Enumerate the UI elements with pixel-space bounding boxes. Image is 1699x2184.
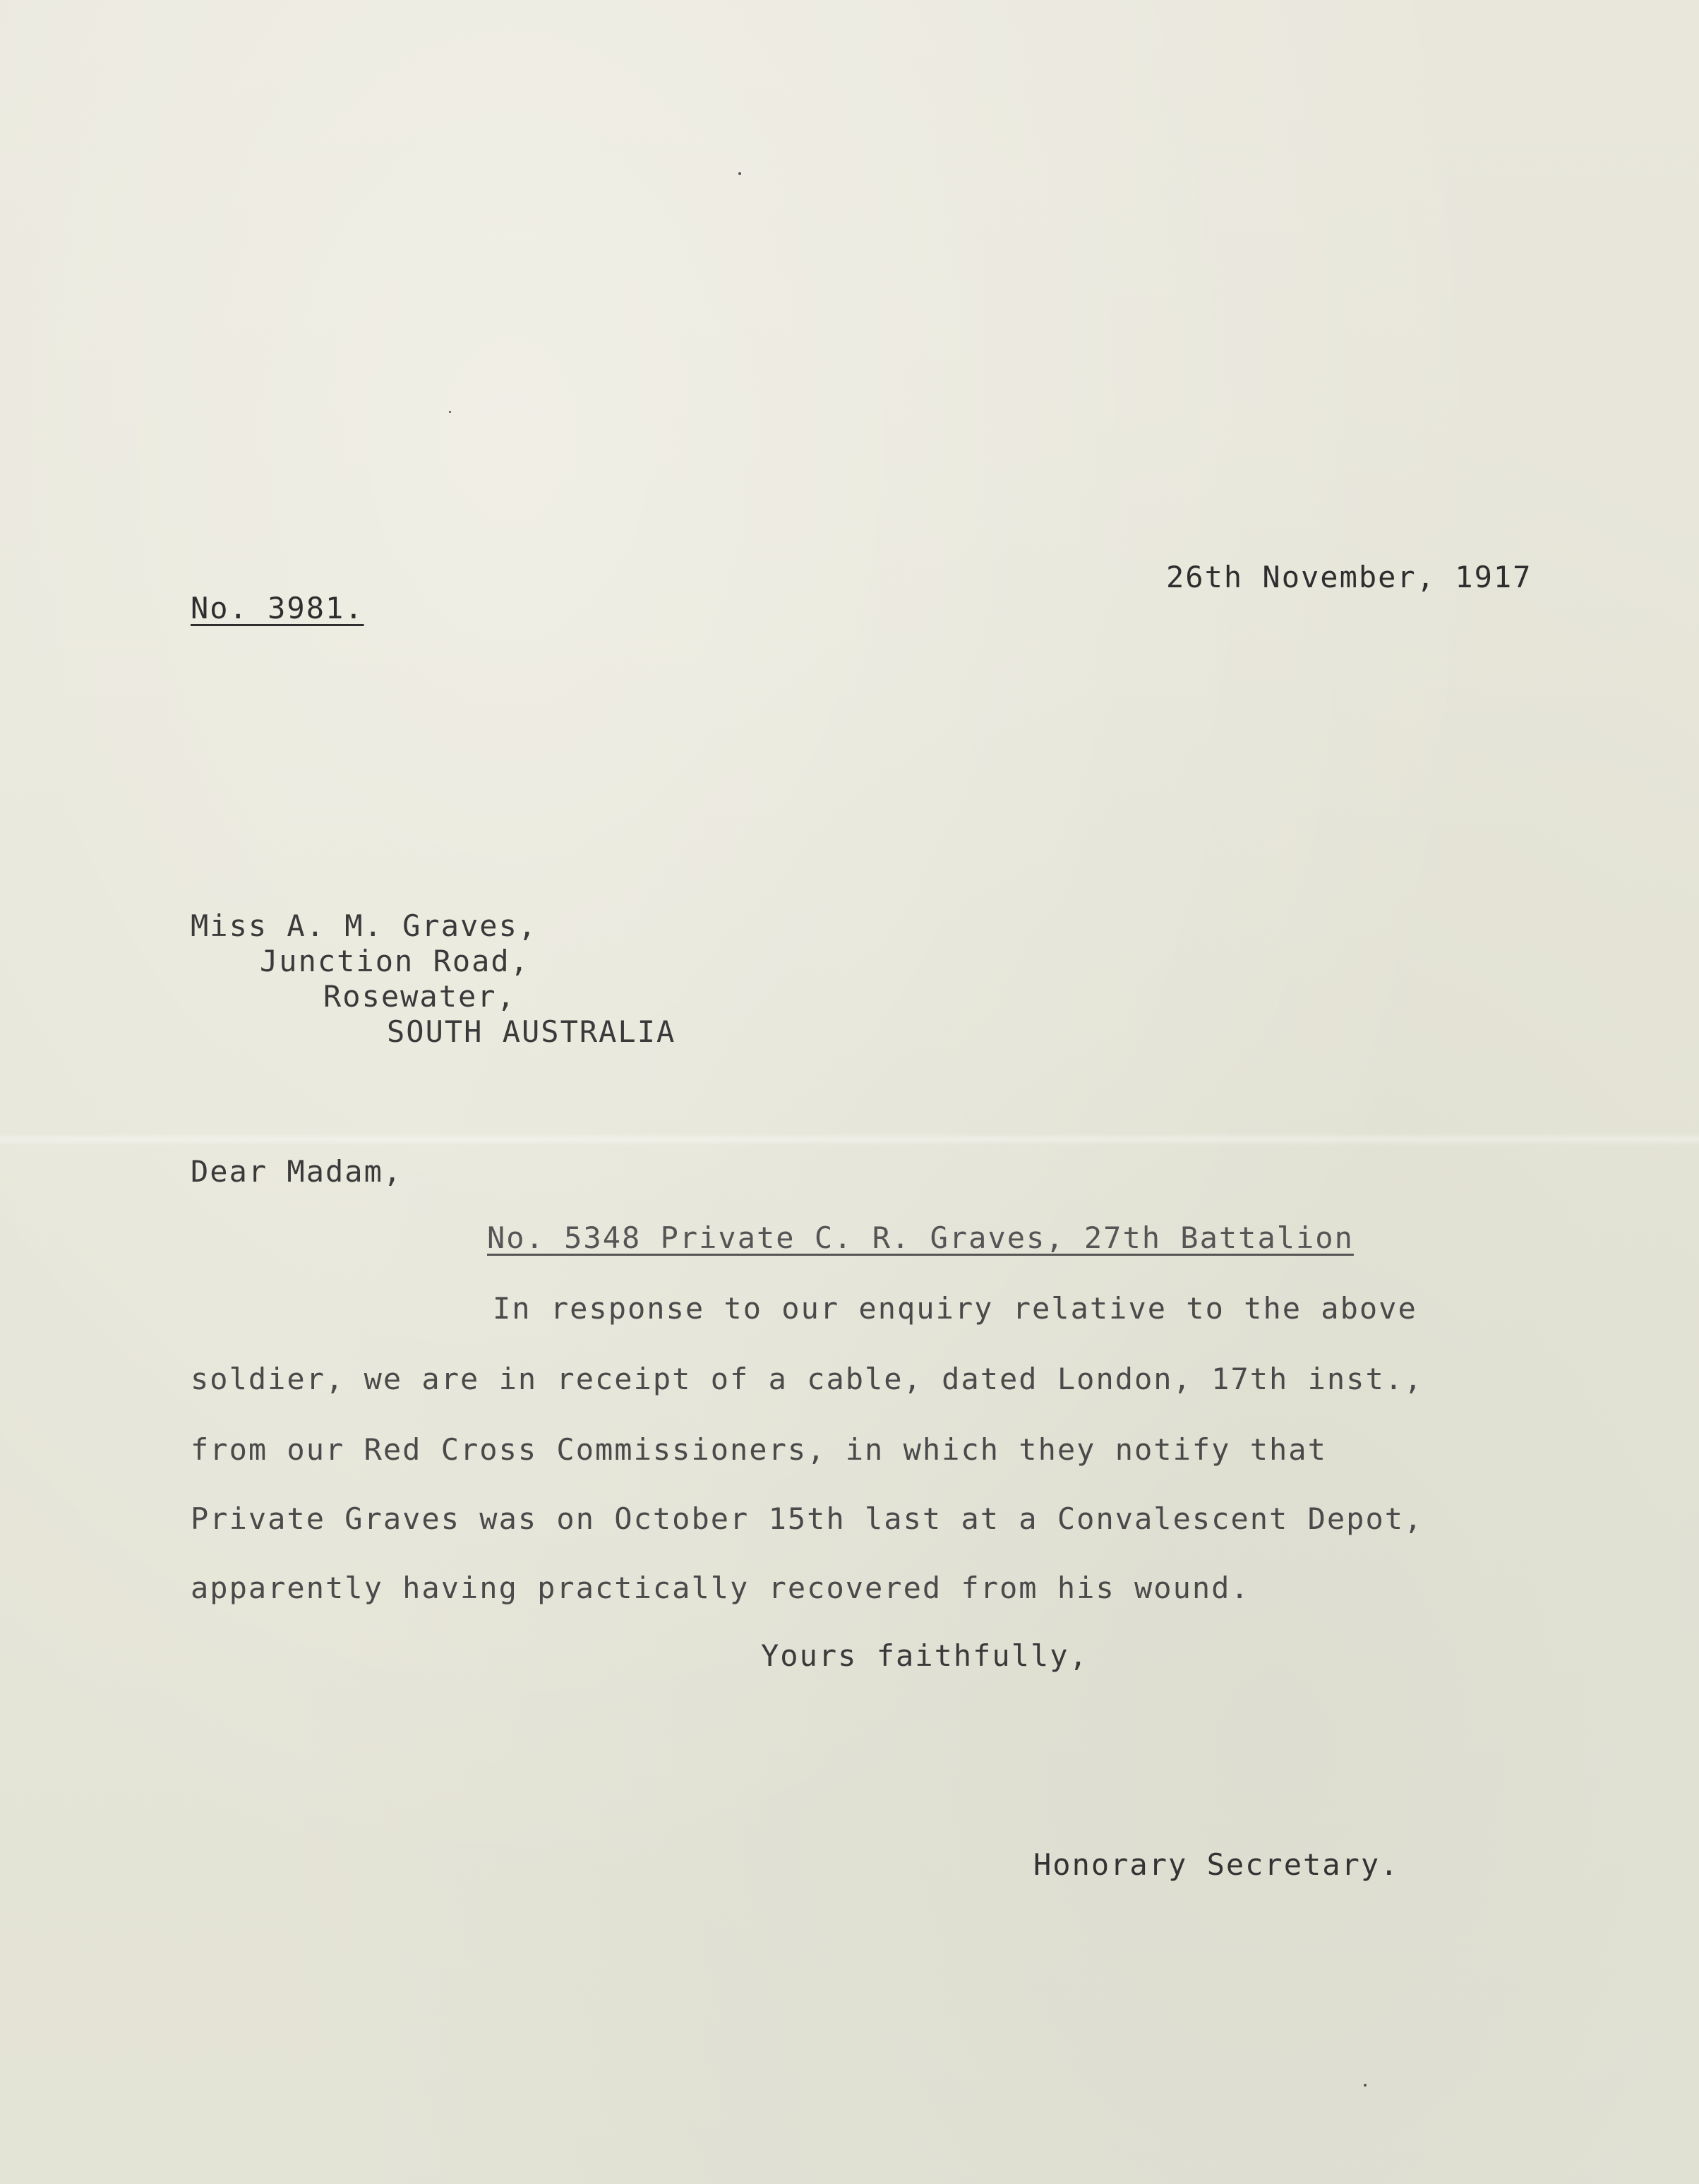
reference-number: No. 3981. (191, 591, 364, 625)
body-line: from our Red Cross Commissioners, in which they notify that (191, 1432, 1327, 1467)
closing: Yours faithfully, (761, 1638, 1088, 1673)
paper-speck (738, 172, 741, 175)
address-line: Rosewater, (323, 979, 516, 1014)
body-line: apparently having practically recovered from his wound. (191, 1571, 1250, 1605)
body-line: In response to our enquiry relative to the above (493, 1291, 1417, 1326)
paper-speck (1364, 2084, 1367, 2087)
subject-line: No. 5348 Private C. R. Graves, 27th Battalion (487, 1220, 1354, 1255)
body-line: soldier, we are in receipt of a cable, dated London, 17th inst., (191, 1362, 1424, 1396)
signature-title: Honorary Secretary. (1033, 1847, 1400, 1882)
letter-date: 26th November, 1917 (1166, 560, 1532, 594)
address-line: Junction Road, (260, 944, 530, 978)
paper-speck (449, 411, 451, 413)
address-line: Miss A. M. Graves, (191, 908, 538, 943)
paper-fold (0, 1133, 1699, 1146)
address-line: SOUTH AUSTRALIA (387, 1014, 676, 1049)
body-line: Private Graves was on October 15th last at a Convalescent Depot, (191, 1501, 1424, 1536)
salutation: Dear Madam, (191, 1154, 403, 1189)
